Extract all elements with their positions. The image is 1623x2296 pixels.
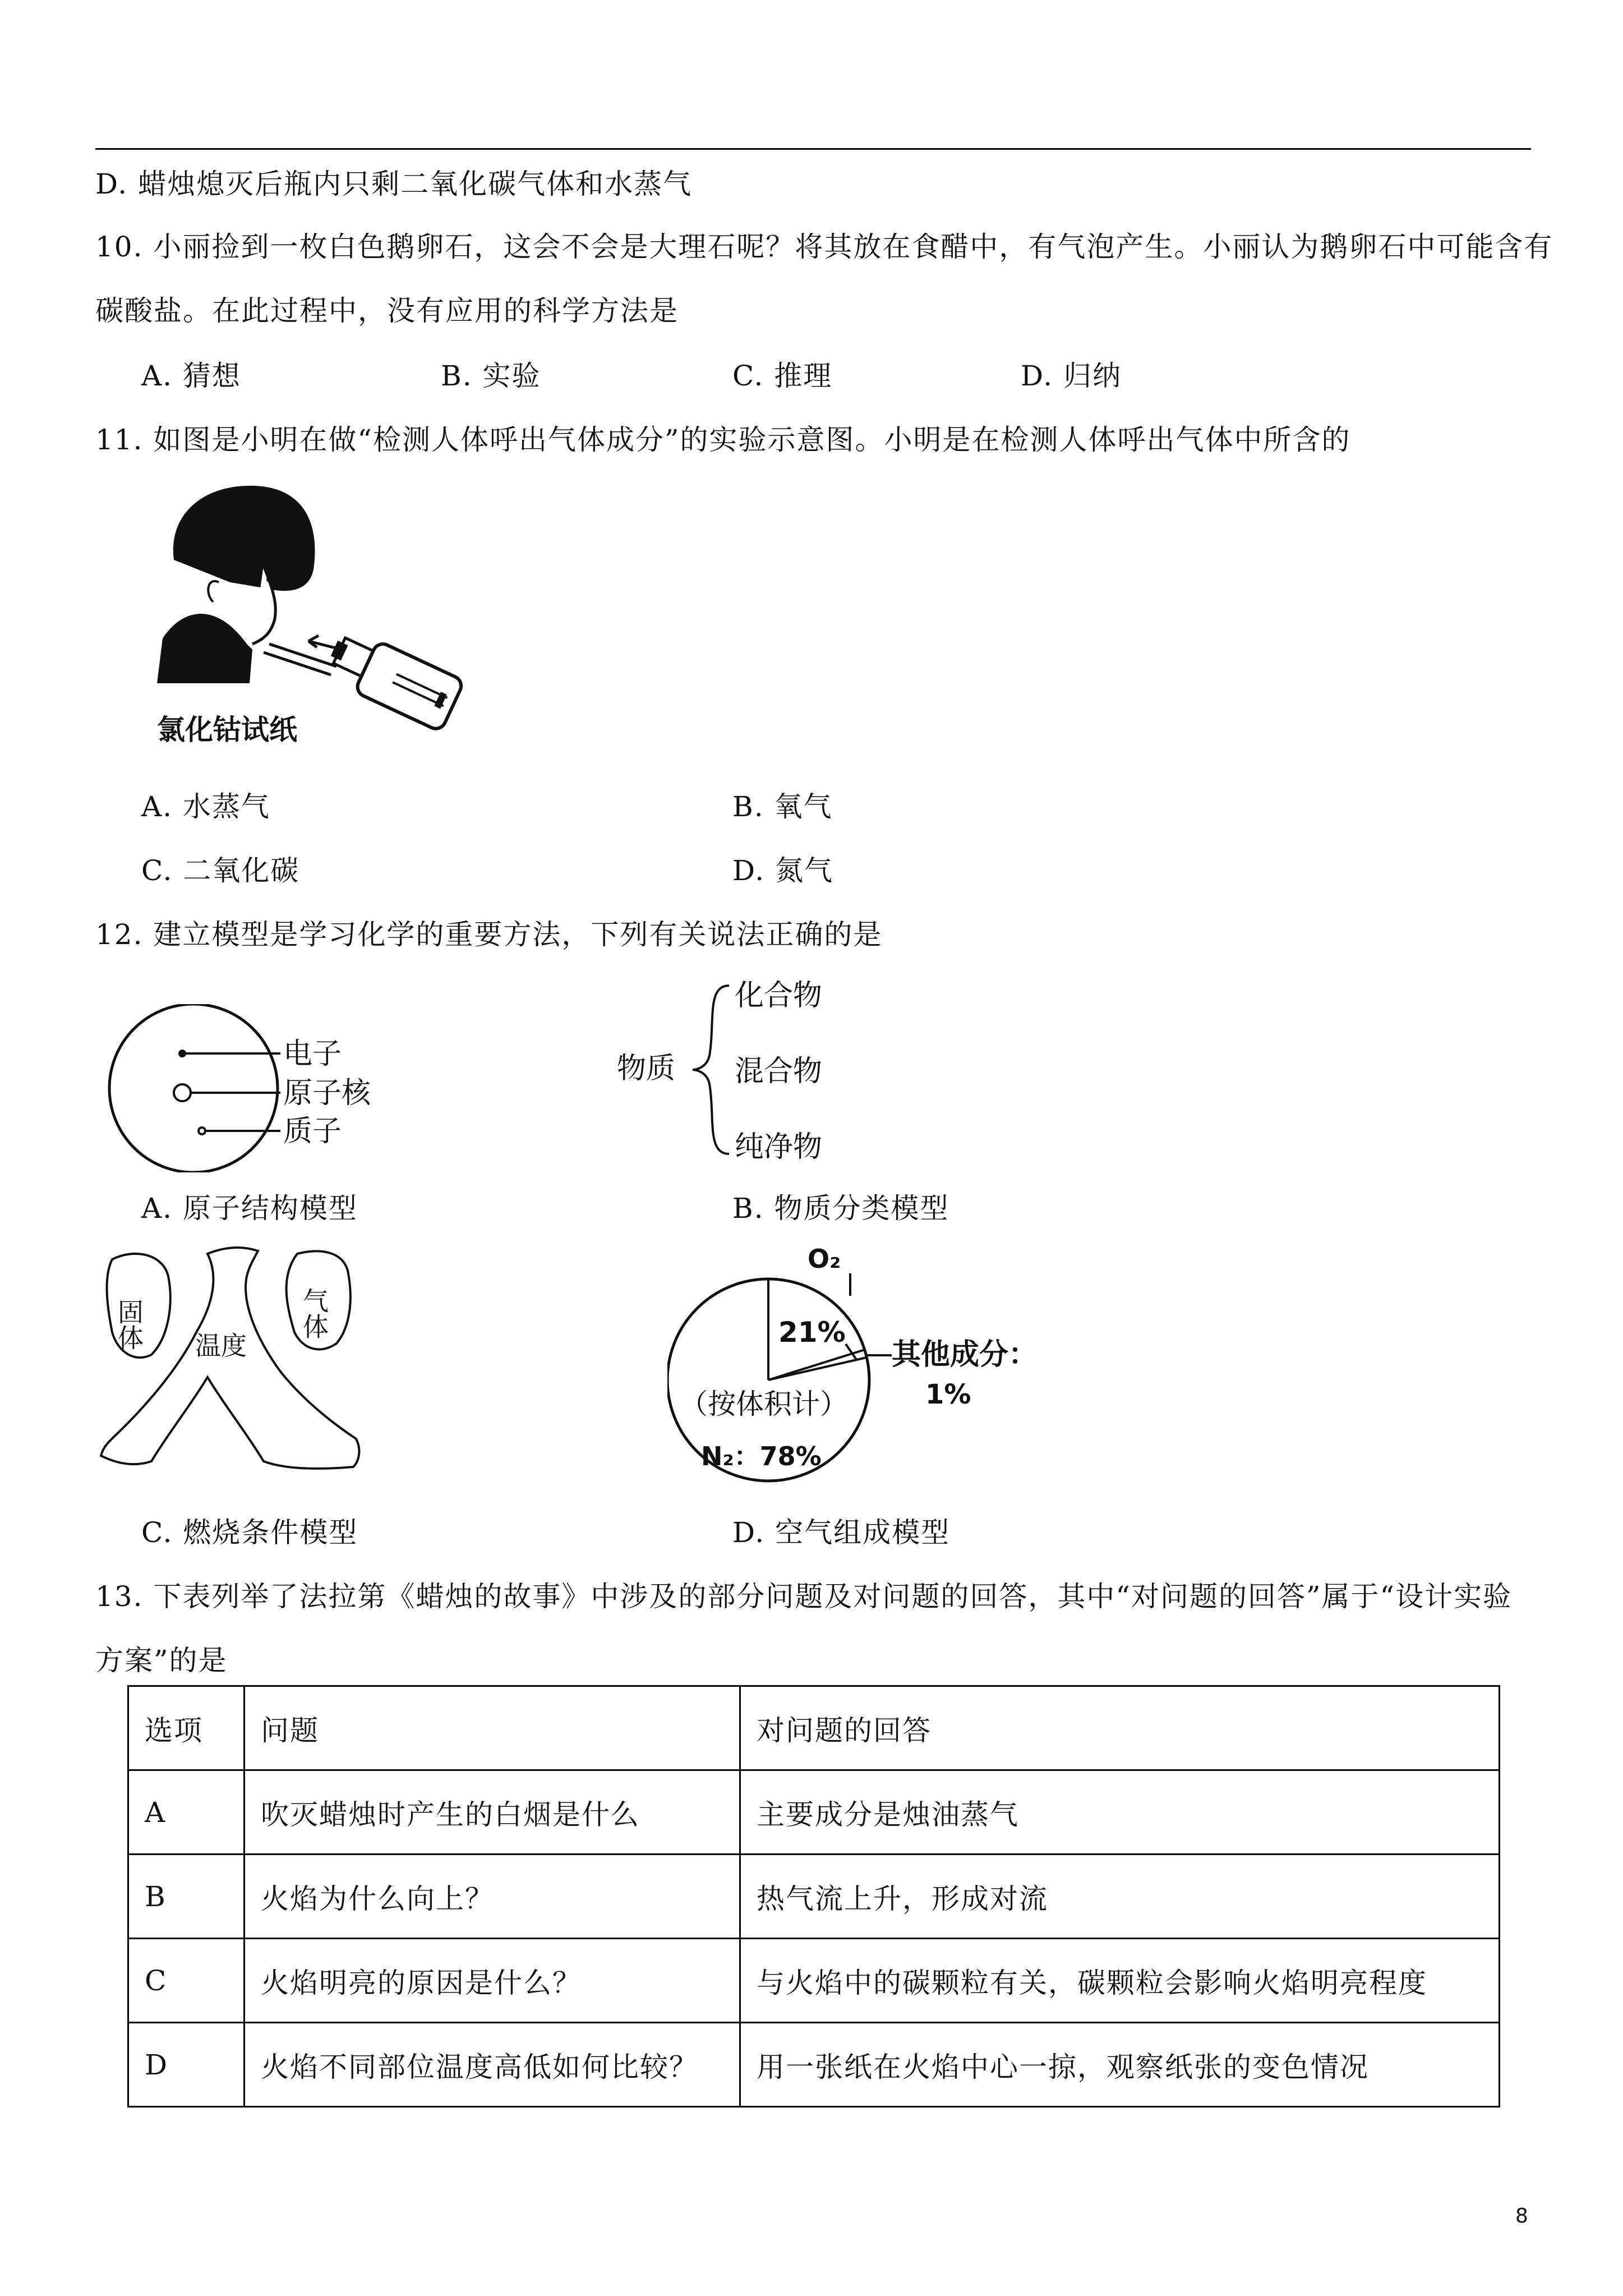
label-nucleus: 原子核 bbox=[283, 1076, 371, 1110]
bottle bbox=[321, 625, 464, 732]
header-option: 选项 bbox=[128, 1686, 245, 1770]
label-basis: （按体积计） bbox=[680, 1388, 848, 1420]
breath-test-figure bbox=[151, 481, 465, 773]
figure-label: 氯化钴试纸 bbox=[157, 714, 297, 746]
header-rule bbox=[95, 148, 1531, 150]
q11-stem: 11. 如图是小明在做“检测人体呼出气体成分”的实验示意图。小明是在检测人体呼出气体中所含的 bbox=[95, 424, 1351, 456]
atom-model-figure bbox=[95, 1004, 387, 1172]
q13-table bbox=[127, 1685, 1500, 2108]
label-n2: N₂：78% bbox=[701, 1441, 822, 1471]
label-substance: 物质 bbox=[617, 1052, 676, 1085]
q11-option-c: C. 二氧化碳 bbox=[141, 854, 300, 887]
label-other: 其他成分： bbox=[892, 1338, 1038, 1372]
label-other-percent: 1% bbox=[925, 1379, 971, 1410]
air-composition-figure bbox=[667, 1245, 1049, 1492]
table-row bbox=[128, 1939, 1500, 2023]
person-body bbox=[157, 614, 252, 683]
table-row bbox=[128, 1855, 1500, 1939]
label-proton: 质子 bbox=[283, 1115, 342, 1148]
row-option: B bbox=[128, 1855, 245, 1939]
atom-outline bbox=[109, 1004, 278, 1172]
q13-stem-line2: 方案”的是 bbox=[95, 1644, 228, 1677]
row-option: C bbox=[128, 1939, 245, 2023]
table-row bbox=[128, 1770, 1500, 1855]
label-o2-percent: 21% bbox=[778, 1316, 846, 1349]
q10-option-b: B. 实验 bbox=[441, 360, 541, 392]
label-pure: 纯净物 bbox=[735, 1130, 823, 1164]
person-hair bbox=[173, 486, 315, 591]
q12-option-c: C. 燃烧条件模型 bbox=[141, 1516, 358, 1549]
brace-icon bbox=[693, 986, 729, 1154]
table-row bbox=[128, 2023, 1500, 2107]
table-header-row bbox=[128, 1686, 1500, 1770]
label-gas: 气体 bbox=[299, 1287, 329, 1339]
label-mixture: 混合物 bbox=[735, 1055, 823, 1088]
q10-option-a: A. 猜想 bbox=[141, 360, 241, 392]
row-answer: 热气流上升，形成对流 bbox=[740, 1855, 1500, 1939]
row-option: A bbox=[128, 1770, 245, 1855]
label-o2: O₂ bbox=[808, 1245, 841, 1274]
label-temperature: 温度 bbox=[195, 1331, 247, 1361]
pie-divider-o2 bbox=[768, 1350, 865, 1380]
pie-divider-other bbox=[768, 1358, 866, 1380]
q10-stem-line2: 碳酸盐。在此过程中，没有应用的科学方法是 bbox=[95, 295, 679, 327]
q9-option-d: D. 蜡烛熄灭后瓶内只剩二氧化碳气体和水蒸气 bbox=[95, 168, 693, 200]
row-question: 火焰不同部位温度高低如何比较？ bbox=[245, 2023, 740, 2107]
row-answer: 与火焰中的碳颗粒有关，碳颗粒会影响火焰明亮程度 bbox=[740, 1939, 1500, 2023]
q12-stem: 12. 建立模型是学习化学的重要方法，下列有关说法正确的是 bbox=[95, 918, 883, 951]
row-answer: 主要成分是烛油蒸气 bbox=[740, 1770, 1500, 1855]
row-question: 火焰为什么向上？ bbox=[245, 1855, 740, 1939]
q13-stem-line1: 13. 下表列举了法拉第《蜡烛的故事》中涉及的部分问题及对问题的回答，其中“对问题的回答”属于“设计实验 bbox=[95, 1580, 1513, 1613]
label-electron: 电子 bbox=[283, 1037, 342, 1071]
q11-option-d: D. 氮气 bbox=[732, 854, 834, 887]
substance-classification-figure bbox=[617, 972, 897, 1174]
label-compound: 化合物 bbox=[735, 979, 823, 1013]
row-option: D bbox=[128, 2023, 245, 2107]
q11-option-b: B. 氧气 bbox=[732, 790, 833, 823]
q12-option-a: A. 原子结构模型 bbox=[141, 1192, 358, 1225]
combustion-model-figure bbox=[95, 1243, 376, 1489]
header-question: 问题 bbox=[245, 1686, 740, 1770]
q10-option-d: D. 归纳 bbox=[1021, 360, 1122, 392]
label-solid: 固体 bbox=[114, 1299, 144, 1350]
row-question: 吹灭蜡烛时产生的白烟是什么 bbox=[245, 1770, 740, 1855]
row-question: 火焰明亮的原因是什么？ bbox=[245, 1939, 740, 2023]
nucleus-circle bbox=[174, 1084, 191, 1101]
q11-option-a: A. 水蒸气 bbox=[141, 790, 270, 823]
q10-option-c: C. 推理 bbox=[732, 360, 833, 392]
q10-stem-line1: 10. 小丽捡到一枚白色鹅卵石，这会不会是大理石呢？将其放在食醋中，有气泡产生。小丽认为鹅卵石中可能含有 bbox=[95, 231, 1553, 263]
q12-option-b: B. 物质分类模型 bbox=[732, 1192, 949, 1225]
row-answer: 用一张纸在火焰中心一掠，观察纸张的变色情况 bbox=[740, 2023, 1500, 2107]
page-number: 8 bbox=[1515, 2205, 1528, 2228]
header-answer: 对问题的回答 bbox=[740, 1686, 1500, 1770]
q12-option-d: D. 空气组成模型 bbox=[732, 1516, 951, 1549]
